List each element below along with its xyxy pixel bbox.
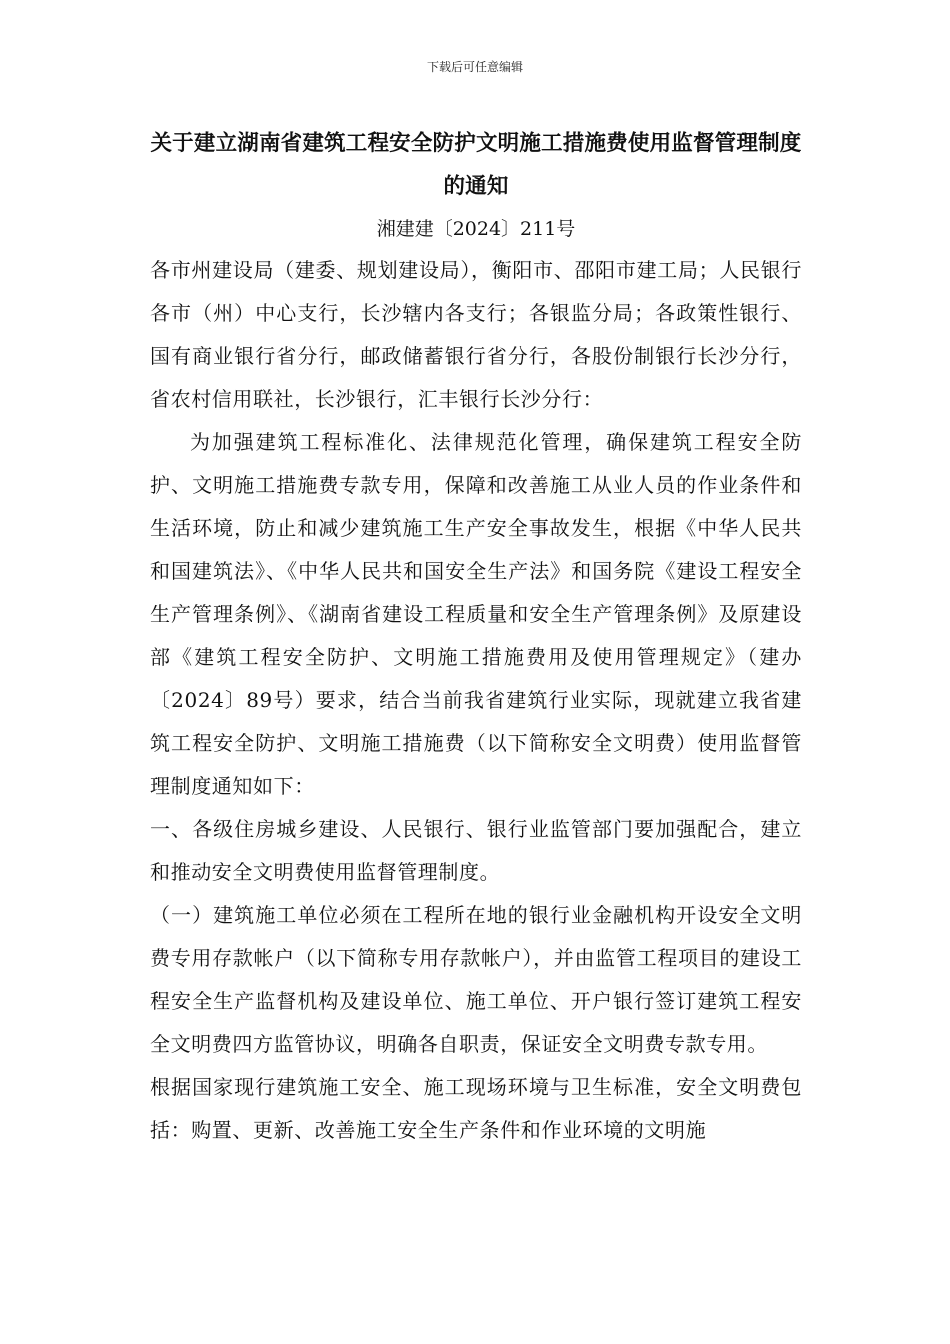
preamble-paragraph: 为加强建筑工程标准化、法律规范化管理，确保建筑工程安全防护、文明施工措施费专款专用，保障和改善施工从业人员的作业条件和生活环境，防止和减少建筑施工生产安全事故发生，根据《中华人民共和国建筑法》、《中华人民共和国安全生产法》和国务院《建设工程安全生产管理条例》、《湖南省建设工程质量和安全生产管理条例》及原建设部《建筑工程安全防护、文明施工措施费用及使用管理规定》（建办〔2024〕89号）要求，结合当前我省建筑行业实际，现就建立我省建筑工程安全防护、文明施工措施费（以下简称安全文明费）使用监督管理制度通知如下： — [150, 430, 802, 798]
section-one-heading: 一、各级住房城乡建设、人民银行、银行业监管部门要加强配合，建立和推动安全文明费使用监督管理制度。 — [150, 817, 802, 884]
addressee-paragraph: 各市州建设局（建委、规划建设局），衡阳市、邵阳市建工局；人民银行各市（州）中心支行，长沙辖内各支行；各银监分局；各政策性银行、国有商业银行省分行，邮政储蓄银行省分行，各股份制银行长沙分行，省农村信用联社，长沙银行，汇丰银行长沙分行： — [150, 258, 802, 411]
document-title: 关于建立湖南省建筑工程安全防护文明施工措施费使用监督管理制度的通知 — [150, 131, 802, 199]
document-number: 湘建建〔2024〕211号 — [376, 218, 576, 240]
fee-scope-paragraph: 根据国家现行建筑施工安全、施工现场环境与卫生标准，安全文明费包括：购置、更新、改善施工安全生产条件和作业环境的文明施 — [150, 1075, 802, 1142]
subsection-one-paragraph: （一）建筑施工单位必须在工程所在地的银行业金融机构开设安全文明费专用存款帐户（以下简称专用存款帐户），并由监管工程项目的建设工程安全生产监督机构及建设单位、施工单位、开户银行签订建筑工程安全文明费四方监管协议，明确各自职责，保证安全文明费专款专用。 — [150, 903, 802, 1056]
document-body — [150, 122, 802, 1152]
header-note: 下载后可任意编辑 — [426, 60, 523, 74]
